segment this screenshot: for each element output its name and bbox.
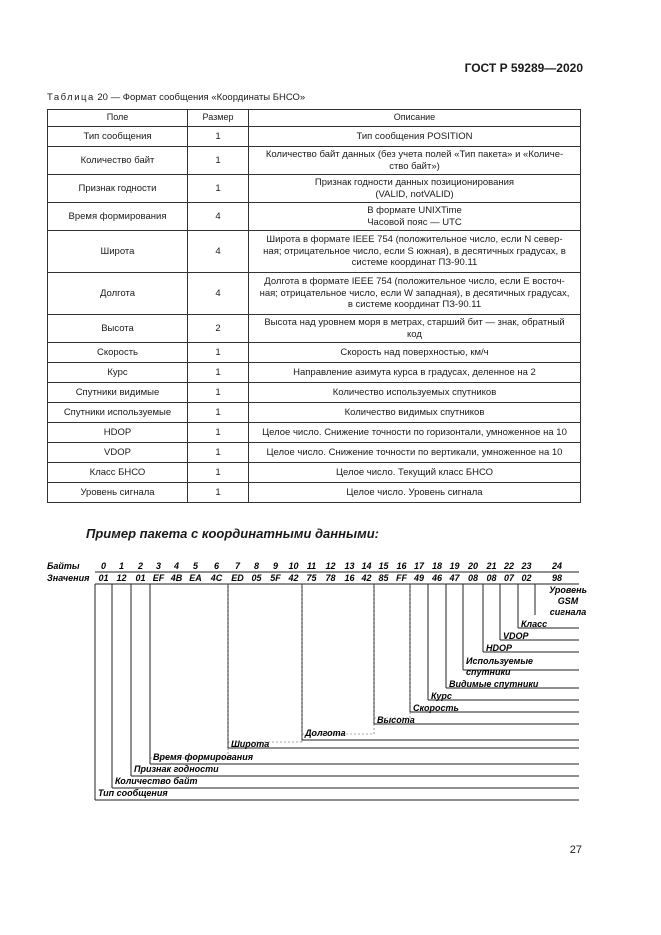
field-label: HDOP	[486, 643, 513, 653]
description-line: ство байт»)	[389, 160, 440, 172]
cell-size: 1	[188, 127, 249, 147]
byte-value: 5F	[270, 573, 281, 583]
cell-size: 2	[188, 315, 249, 343]
header-field: Поле	[48, 110, 188, 127]
cell-field: Высота	[48, 315, 188, 343]
cell-size: 1	[188, 343, 249, 363]
cell-size: 1	[188, 363, 249, 383]
cell-field: Долгота	[48, 273, 188, 315]
standard-number: ГОСТ Р 59289—2020	[464, 61, 583, 75]
description-line: Скорость над поверхностью, км/ч	[340, 346, 489, 358]
header-size: Размер	[188, 110, 249, 127]
byte-index: 1	[118, 561, 125, 571]
description-line: Широта в формате IEEE 754 (положительное число, если N север-	[266, 233, 563, 245]
cell-size: 1	[188, 423, 249, 443]
field-label: Скорость	[413, 703, 459, 713]
byte-index: 13	[344, 561, 355, 571]
byte-value: 42	[288, 573, 299, 583]
description-line: ная; отрицательное число, если S южная), в десятичных градусах, в	[263, 245, 566, 257]
description-line: Целое число. Снижение точности по горизонтали, умноженное на 10	[262, 426, 567, 438]
description-line: В формате UNIXTime	[367, 204, 462, 216]
byte-value: 98	[551, 573, 563, 583]
cell-field: Спутники используемые	[48, 403, 188, 423]
description-line: Признак годности данных позиционирования	[314, 176, 515, 188]
byte-index: 4	[173, 561, 180, 571]
caption-number: 20	[97, 92, 108, 103]
byte-index: 0	[100, 561, 107, 571]
cell-field: Скорость	[48, 343, 188, 363]
byte-index: 9	[272, 561, 279, 571]
byte-value: 02	[521, 573, 532, 583]
byte-value: 16	[344, 573, 355, 583]
byte-index: 7	[234, 561, 241, 571]
cell-size: 4	[188, 203, 249, 231]
byte-index: 2	[137, 561, 144, 571]
field-label: спутники	[466, 667, 511, 677]
byte-index: 18	[431, 561, 443, 571]
cell-field: Спутники видимые	[48, 383, 188, 403]
caption-label: Таблица	[47, 92, 95, 103]
field-label: Долгота	[305, 728, 346, 738]
byte-index: 3	[155, 561, 162, 571]
description-line: (VALID, notVALID)	[375, 188, 454, 200]
byte-index: 20	[467, 561, 479, 571]
description-line: системе координат ПЗ-90.11	[351, 257, 478, 269]
example-title: Пример пакета с координатными данными:	[86, 526, 379, 541]
cell-field: VDOP	[48, 443, 188, 463]
cell-size: 1	[188, 463, 249, 483]
description-line: Долгота в формате IEEE 754 (положительное число, если E восточ-	[264, 275, 565, 287]
byte-value: 4B	[170, 573, 183, 583]
byte-value: 75	[306, 573, 317, 583]
field-label: сигнала	[549, 607, 587, 617]
bytes-row-label: Байты	[47, 561, 80, 571]
byte-index: 14	[361, 561, 372, 571]
cell-field: Тип сообщения	[48, 127, 188, 147]
byte-value: 01	[135, 573, 146, 583]
description-line: Часовой пояс — UTC	[367, 216, 462, 228]
byte-index: 6	[213, 561, 220, 571]
description-line: Количество используемых спутников	[332, 386, 497, 398]
byte-index: 19	[449, 561, 460, 571]
description-line: в системе координат ПЗ-90.11	[347, 299, 482, 311]
byte-value: 07	[503, 573, 515, 583]
description-line: код	[407, 328, 422, 340]
cell-size: 1	[188, 383, 249, 403]
cell-field: Класс БНСО	[48, 463, 188, 483]
description-line: Количество видимых спутников	[344, 406, 485, 418]
byte-index: 15	[378, 561, 389, 571]
byte-value: FF	[396, 573, 407, 583]
field-label: Используемые	[466, 656, 534, 666]
cell-field: Курс	[48, 363, 188, 383]
cell-size: 1	[188, 483, 249, 503]
byte-index: 24	[551, 561, 563, 571]
byte-value: 85	[378, 573, 389, 583]
field-label: Курс	[431, 691, 452, 701]
description-line: Целое число. Уровень сигнала	[346, 486, 483, 498]
byte-value: 42	[361, 573, 372, 583]
byte-index: 21	[486, 561, 497, 571]
cell-field: Признак годности	[48, 175, 188, 203]
cell-field: HDOP	[48, 423, 188, 443]
cell-field: Количество байт	[48, 147, 188, 175]
field-label: Высота	[377, 715, 415, 725]
byte-index: 22	[503, 561, 515, 571]
byte-index: 11	[306, 561, 317, 571]
field-label: Количество байт	[115, 776, 198, 786]
field-label: Тип сообщения	[98, 788, 168, 798]
page-number: 27	[569, 844, 582, 856]
byte-index: 5	[192, 561, 199, 571]
byte-index: 8	[253, 561, 260, 571]
byte-value: 12	[116, 573, 127, 583]
byte-value: EF	[152, 573, 165, 583]
byte-value: 47	[449, 573, 460, 583]
byte-value: ED	[231, 573, 244, 583]
description-line: Направление азимута курса в градусах, деленное на 2	[293, 366, 536, 378]
field-label: Уровень	[549, 585, 587, 595]
values-row-label: Значения	[47, 573, 90, 583]
description-line: Целое число. Снижение точности по вертикали, умноженное на 10	[266, 446, 563, 458]
field-label: Класс	[521, 619, 548, 629]
cell-size: 4	[188, 273, 249, 315]
field-label: VDOP	[503, 631, 529, 641]
cell-field: Время формирования	[48, 203, 188, 231]
description-line: Целое число. Текущий класс БНСО	[335, 466, 494, 478]
caption-title: — Формат сообщения «Координаты БНСО»	[110, 92, 306, 103]
byte-value: 49	[413, 573, 425, 583]
byte-value: 4C	[210, 573, 223, 583]
cell-field: Уровень сигнала	[48, 483, 188, 503]
field-label: GSM	[557, 596, 579, 606]
description-line: ная; отрицательное число, если W западная), в десятичных градусах,	[259, 287, 570, 299]
byte-index: 12	[325, 561, 336, 571]
byte-value: EA	[189, 573, 202, 583]
header-description: Описание	[249, 110, 581, 127]
byte-value: 78	[325, 573, 336, 583]
cell-size: 1	[188, 147, 249, 175]
cell-size: 1	[188, 175, 249, 203]
byte-index: 17	[413, 561, 425, 571]
field-label: Признак годности	[134, 764, 219, 774]
cell-size: 4	[188, 231, 249, 273]
cell-size: 1	[188, 403, 249, 423]
byte-value: 46	[431, 573, 443, 583]
description-line: Высота над уровнем моря в метрах, старший бит — знак, обратный	[264, 316, 565, 328]
description-line: Количество байт данных (без учета полей «Тип пакета» и «Количе-	[265, 148, 564, 160]
field-label: Широта	[231, 739, 270, 749]
cell-size: 1	[188, 443, 249, 463]
byte-value: 05	[251, 573, 262, 583]
field-label: Видимые спутники	[449, 679, 539, 689]
byte-value: 08	[467, 573, 479, 583]
byte-value: 08	[486, 573, 497, 583]
byte-value: 01	[98, 573, 109, 583]
cell-field: Широта	[48, 231, 188, 273]
byte-index: 16	[396, 561, 407, 571]
field-label: Время формирования	[153, 752, 254, 762]
byte-index: 23	[521, 561, 532, 571]
description-line: Тип сообщения POSITION	[356, 130, 473, 142]
byte-index: 10	[288, 561, 299, 571]
